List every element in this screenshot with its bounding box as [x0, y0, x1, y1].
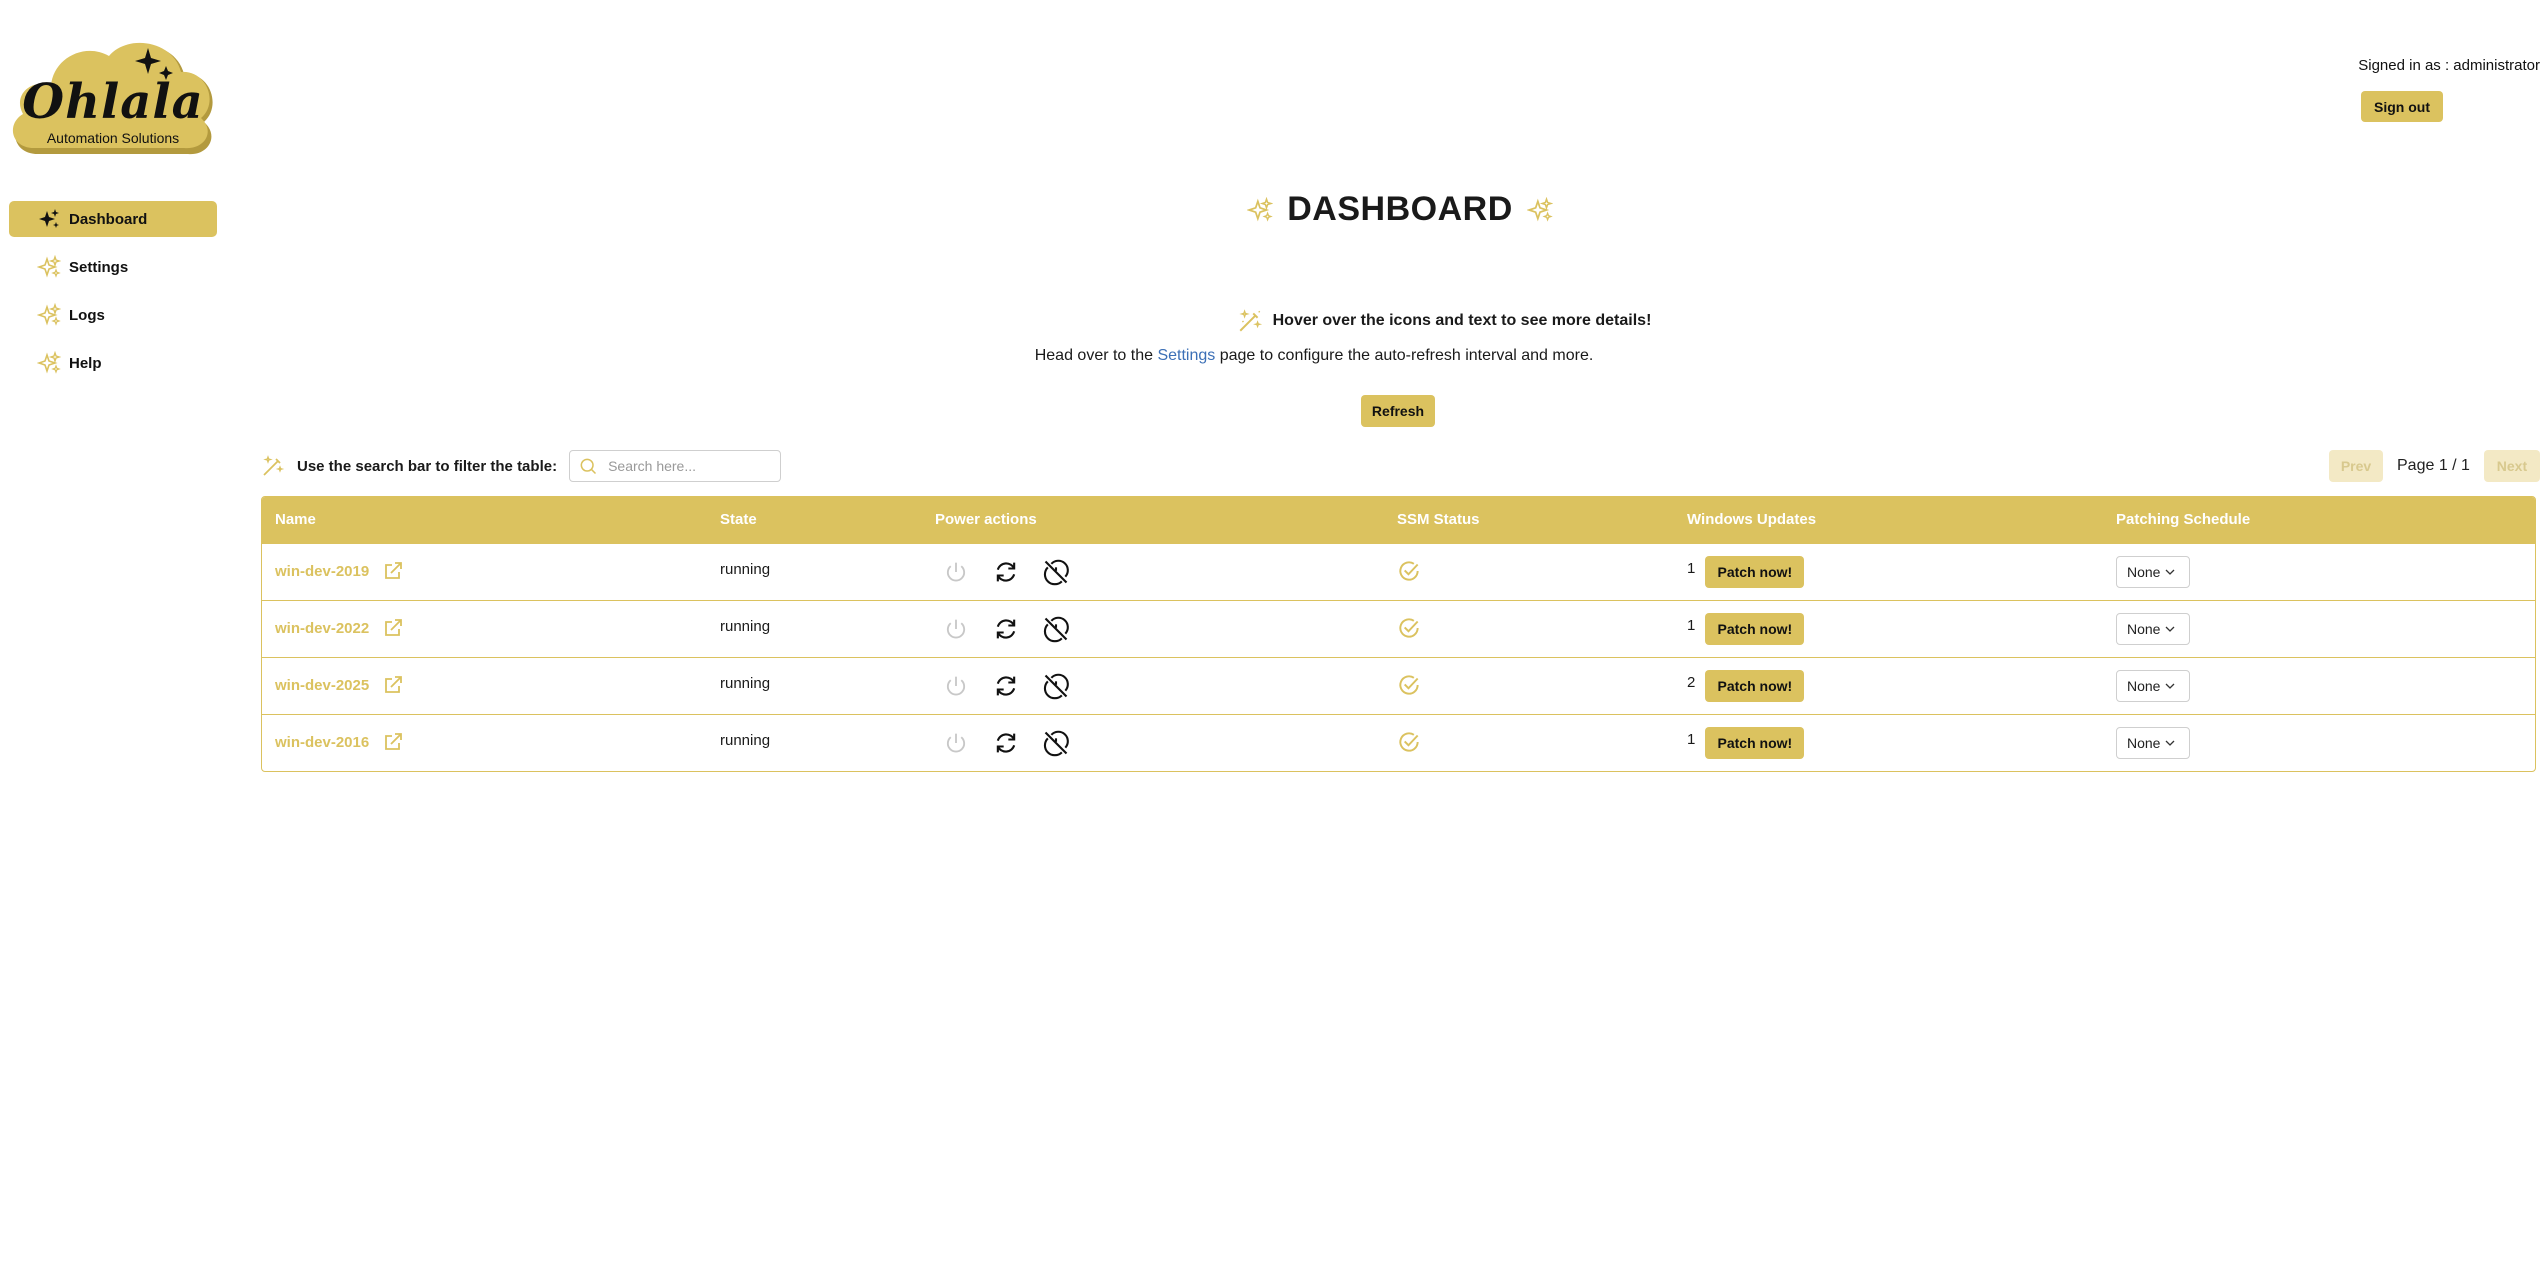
schedule-value: None [2127, 678, 2161, 694]
schedule-value: None [2127, 621, 2161, 637]
instance-name-link[interactable] [275, 616, 405, 640]
stop-timer-icon[interactable] [1042, 729, 1070, 757]
chevron-down-icon [2164, 566, 2176, 578]
search-icon [578, 456, 598, 476]
check-circle-icon [1396, 558, 1422, 584]
sub-hint-before: Head over to the [1034, 347, 1158, 364]
instance-state: running [720, 675, 771, 692]
magic-wand-icon [261, 454, 285, 478]
column-header-power-actions[interactable]: Power actions [935, 511, 1037, 528]
patching-schedule [2116, 727, 2190, 759]
table-row [262, 714, 2535, 771]
page-indicator: Page 1 / 1 [2397, 457, 2470, 474]
sparkles-icon [37, 255, 61, 279]
signed-in-text: Signed in as : administrator [2358, 57, 2540, 74]
ssm-status [1396, 672, 1422, 703]
next-page-button[interactable]: Next [2484, 450, 2540, 482]
schedule-select[interactable] [2116, 727, 2190, 759]
instance-name: win-dev-2025 [275, 676, 370, 694]
logo-subtitle: Automation Solutions [46, 130, 180, 146]
table-row [262, 600, 2535, 657]
windows-updates [1687, 556, 1804, 588]
sidebar-item-dashboard[interactable] [9, 201, 217, 237]
table-row [262, 543, 2535, 600]
instance-state: running [720, 618, 771, 635]
schedule-value: None [2127, 564, 2161, 580]
power-actions [942, 615, 1092, 643]
external-link-icon[interactable] [381, 616, 405, 640]
ssm-status [1396, 615, 1422, 646]
updates-count: 2 [1687, 674, 1696, 691]
power-actions [942, 558, 1092, 586]
refresh-button[interactable]: Refresh [1361, 395, 1435, 427]
schedule-select[interactable] [2116, 556, 2190, 588]
instance-name: win-dev-2019 [275, 562, 370, 580]
power-icon[interactable] [942, 558, 970, 586]
instances-table [261, 496, 2536, 772]
column-header-patching-schedule[interactable]: Patching Schedule [2116, 511, 2251, 528]
check-circle-icon [1396, 729, 1422, 755]
reboot-icon[interactable] [992, 615, 1020, 643]
sparkles-icon [1247, 197, 1273, 223]
sidebar-item-label: Help [69, 354, 102, 372]
chevron-down-icon [2164, 737, 2176, 749]
schedule-select[interactable] [2116, 670, 2190, 702]
patch-now-button[interactable]: Patch now! [1705, 670, 1804, 702]
updates-count: 1 [1687, 560, 1696, 577]
check-circle-icon [1396, 672, 1422, 698]
stop-timer-icon[interactable] [1042, 615, 1070, 643]
patch-now-button[interactable]: Patch now! [1705, 556, 1804, 588]
instance-name-link[interactable] [275, 730, 405, 754]
column-header-ssm-status[interactable]: SSM Status [1397, 511, 1480, 528]
power-actions [942, 672, 1092, 700]
instance-name: win-dev-2016 [275, 733, 370, 751]
windows-updates [1687, 670, 1804, 702]
magic-wand-icon [1237, 308, 1263, 334]
power-actions [942, 729, 1092, 757]
page-title-wrap [1260, 190, 1540, 229]
instance-state: running [720, 561, 771, 578]
reboot-icon[interactable] [992, 729, 1020, 757]
column-header-state[interactable]: State [720, 511, 757, 528]
check-circle-icon [1396, 615, 1422, 641]
stop-timer-icon[interactable] [1042, 672, 1070, 700]
pagination [2329, 450, 2540, 482]
external-link-icon[interactable] [381, 730, 405, 754]
patching-schedule [2116, 613, 2190, 645]
reboot-icon[interactable] [992, 672, 1020, 700]
instance-name-link[interactable] [275, 673, 405, 697]
power-icon[interactable] [942, 615, 970, 643]
patching-schedule [2116, 670, 2190, 702]
sub-hint-after: page to configure the auto-refresh interval and more. [1215, 347, 1594, 364]
instance-name-link[interactable] [275, 559, 405, 583]
power-icon[interactable] [942, 729, 970, 757]
sidebar-item-settings[interactable] [9, 249, 217, 285]
ssm-status [1396, 729, 1422, 760]
reboot-icon[interactable] [992, 558, 1020, 586]
instance-state: running [720, 732, 771, 749]
search-label: Use the search bar to filter the table: [297, 457, 558, 475]
sidebar-item-label: Settings [69, 258, 129, 276]
windows-updates [1687, 727, 1804, 759]
patch-now-button[interactable]: Patch now! [1705, 613, 1804, 645]
logo-text: Ohlala [22, 74, 204, 130]
sparkles-icon [1527, 197, 1553, 223]
sign-out-button[interactable]: Sign out [2361, 91, 2443, 122]
sidebar-item-label: Logs [69, 306, 105, 324]
power-icon[interactable] [942, 672, 970, 700]
updates-count: 1 [1687, 731, 1696, 748]
stop-timer-icon[interactable] [1042, 558, 1070, 586]
ssm-status [1396, 558, 1422, 589]
external-link-icon[interactable] [381, 559, 405, 583]
windows-updates [1687, 613, 1804, 645]
settings-link[interactable]: Settings [1157, 347, 1216, 364]
external-link-icon[interactable] [381, 673, 405, 697]
sidebar-item-label: Dashboard [69, 210, 148, 228]
search-input[interactable] [608, 458, 768, 474]
instance-name: win-dev-2022 [275, 619, 370, 637]
table-row [262, 657, 2535, 714]
hint-text: Hover over the icons and text to see more details! [1272, 312, 1652, 329]
updates-count: 1 [1687, 617, 1696, 634]
patch-now-button[interactable]: Patch now! [1705, 727, 1804, 759]
schedule-value: None [2127, 735, 2161, 751]
logo[interactable] [8, 36, 218, 158]
table-header [262, 497, 2535, 543]
hint-row [0, 308, 2544, 334]
search-box[interactable] [569, 450, 781, 482]
schedule-select[interactable] [2116, 613, 2190, 645]
page-title: DASHBOARD [1287, 190, 1513, 228]
sidebar [0, 0, 230, 1287]
prev-page-button[interactable]: Prev [2329, 450, 2383, 482]
column-header-windows-updates[interactable]: Windows Updates [1687, 511, 1817, 528]
search-row [261, 450, 781, 482]
chevron-down-icon [2164, 623, 2176, 635]
patching-schedule [2116, 556, 2190, 588]
sub-hint [0, 347, 2544, 365]
chevron-down-icon [2164, 680, 2176, 692]
column-header-name[interactable]: Name [275, 511, 316, 528]
sparkles-icon [37, 207, 61, 231]
